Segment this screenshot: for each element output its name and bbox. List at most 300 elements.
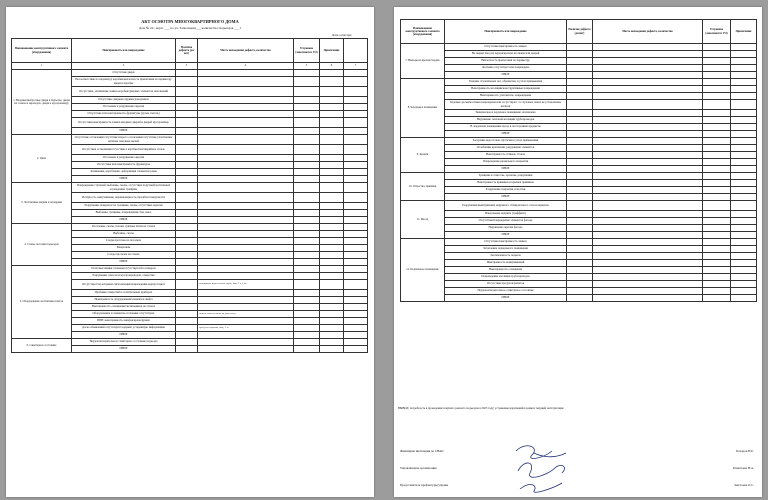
col-defect: Неисправность или повреждение (445, 20, 567, 44)
location-cell (198, 231, 294, 238)
empty-cell (294, 70, 320, 77)
col-fixed: Устранено (заполняется УО) (703, 20, 731, 44)
empty-cell (294, 280, 320, 290)
presence-cell (176, 162, 198, 169)
presence-cell (176, 145, 198, 155)
defect-description: Неисправность изоляции/конструктивные повреждения (445, 86, 567, 93)
presence-cell (176, 176, 198, 183)
signature-row (400, 483, 754, 487)
empty-cell (320, 203, 344, 210)
location-cell (593, 124, 703, 131)
defect-description: Пробивка отверстий в отопительных приборах (72, 290, 176, 297)
empty-cell (320, 217, 344, 224)
empty-cell (703, 110, 731, 117)
presence-cell (176, 339, 198, 346)
presence-cell (176, 238, 198, 245)
empty-cell (703, 117, 731, 124)
table-row (401, 65, 757, 72)
location-cell (593, 79, 703, 86)
empty-cell (344, 203, 368, 210)
empty-cell (294, 311, 320, 318)
empty-cell (731, 187, 757, 194)
col-extra (344, 39, 368, 63)
empty-cell (731, 65, 757, 72)
empty-cell (731, 72, 757, 79)
presence-cell (176, 325, 198, 332)
defect-description: Неисправность освещения (445, 267, 567, 274)
defect-description: Повреждение ступеней: выбоины, сколы, отсутствие поручней/лестничных ограждений, трещины (72, 183, 176, 193)
table-row (401, 232, 757, 239)
defect-description: ИНОЕ (72, 346, 176, 353)
empty-cell (320, 238, 344, 245)
empty-cell (344, 97, 368, 104)
empty-cell (294, 252, 320, 259)
empty-cell (320, 259, 344, 266)
empty-cell (294, 231, 320, 238)
defect-description: Разрушение/выветривание наружного облицовочного слоя и карнизов (445, 201, 567, 211)
table-row (401, 117, 757, 124)
empty-cell (320, 252, 344, 259)
location-cell (198, 318, 294, 325)
presence-cell (176, 97, 198, 104)
defect-description: Нарушение тепловой изоляции трубопроводов (445, 117, 567, 124)
defect-description: Почтовые ящики сломаны/отсутствуют/без номеров (72, 266, 176, 273)
empty-cell (344, 266, 368, 273)
presence-cell (176, 155, 198, 162)
empty-cell (731, 295, 757, 302)
empty-cell (703, 218, 731, 225)
defect-description: Неплотность прилегания по периметру (445, 58, 567, 65)
empty-cell (344, 77, 368, 87)
defect-description: ИНОЕ (72, 332, 176, 339)
location-cell (593, 260, 703, 267)
section-name: 9. Кровля (401, 138, 445, 173)
section-name: 12. Подвальное помещение (401, 239, 445, 302)
table-row (401, 211, 757, 218)
empty-cell (731, 201, 757, 211)
empty-cell (344, 311, 368, 318)
location-cell (198, 97, 294, 104)
table-row (401, 288, 757, 295)
defect-description: ИНОЕ (445, 166, 567, 173)
defect-description: Неудовлетворительное санитарное состояние подъезда (72, 339, 176, 346)
defect-description: В чердачном помещении мусор и посторонние предметы (445, 124, 567, 131)
empty-cell (703, 152, 731, 159)
location-cell (198, 339, 294, 346)
presence-cell (567, 51, 593, 58)
location-cell (593, 152, 703, 159)
empty-cell (344, 318, 368, 325)
empty-cell (703, 166, 731, 173)
empty-cell (731, 281, 757, 288)
empty-cell (294, 304, 320, 311)
inspection-table-left (11, 38, 368, 353)
empty-cell (294, 238, 320, 245)
location-cell (593, 239, 703, 246)
table-row (12, 70, 368, 77)
empty-cell (344, 224, 368, 231)
presence-cell (176, 311, 198, 318)
empty-cell (731, 173, 757, 180)
presence-cell (176, 111, 198, 118)
empty-cell (294, 87, 320, 97)
presence-cell (567, 79, 593, 86)
location-cell (593, 58, 703, 65)
empty-cell (320, 304, 344, 311)
location-cell (198, 87, 294, 97)
empty-cell (703, 295, 731, 302)
empty-cell (294, 169, 320, 176)
location-cell (593, 110, 703, 117)
presence-cell (176, 70, 198, 77)
presence-cell (567, 246, 593, 253)
defect-description: Отслоение, сколы, потеки, грязные пятна на стенах (72, 224, 176, 231)
defect-description: ИНОЕ (445, 72, 567, 79)
location-cell (593, 288, 703, 295)
empty-cell (731, 194, 757, 201)
empty-cell (731, 211, 757, 218)
presence-cell (176, 290, 198, 297)
location-cell (593, 211, 703, 218)
defect-description: ИНОЕ (72, 128, 176, 135)
signature-row (400, 449, 754, 453)
defect-description: Отсутствует/не исправна сигнализация/повреждения корпуса щита (72, 280, 176, 290)
empty-cell (703, 131, 731, 138)
location-cell (593, 253, 703, 260)
location-note: требуется окраска, вид: 1 эт (198, 325, 294, 332)
location-cell (198, 259, 294, 266)
empty-cell (344, 245, 368, 252)
location-cell (198, 111, 294, 118)
col-element: Наименование конструктивного элемента (оборудования) (401, 20, 445, 44)
presence-cell (176, 128, 198, 135)
empty-cell (320, 224, 344, 231)
table-row (401, 225, 757, 232)
defect-description: Нарушение окраски фасада (445, 225, 567, 232)
section-name: 8. Чердачное помещение (401, 79, 445, 138)
location-cell (593, 166, 703, 173)
presence-cell (567, 152, 593, 159)
col-number: 7 (344, 63, 368, 70)
defect-description: ИНОЕ (72, 217, 176, 224)
location-cell (198, 266, 294, 273)
empty-cell (731, 166, 757, 173)
location-cell (198, 304, 294, 311)
presence-cell (567, 211, 593, 218)
table-row (401, 246, 757, 253)
empty-cell (731, 232, 757, 239)
presence-cell (567, 138, 593, 145)
empty-cell (703, 201, 731, 211)
presence-cell (176, 210, 198, 217)
presence-cell (176, 183, 198, 193)
empty-cell (703, 194, 731, 201)
presence-cell (567, 173, 593, 180)
empty-cell (320, 97, 344, 104)
inspection-date-label: Дата осмотра: (331, 33, 352, 37)
empty-cell (320, 169, 344, 176)
empty-cell (731, 131, 757, 138)
table-row (401, 124, 757, 131)
empty-cell (731, 260, 757, 267)
defect-description: Техническое и чердачное помещение захламлено (445, 110, 567, 117)
empty-cell (294, 346, 320, 353)
table-row (401, 187, 757, 194)
empty-cell (731, 253, 757, 260)
table-row (401, 260, 757, 267)
section-name: 10. Отмостка, приямки (401, 173, 445, 201)
empty-cell (320, 325, 344, 332)
empty-cell (320, 311, 344, 318)
defect-description: Разрушение покрытия отмостки (445, 187, 567, 194)
empty-cell (294, 77, 320, 87)
location-cell (593, 159, 703, 166)
table-row (401, 218, 757, 225)
page-right (394, 7, 762, 497)
empty-cell (344, 155, 368, 162)
empty-cell (703, 260, 731, 267)
location-cell (593, 100, 703, 110)
empty-cell (320, 183, 344, 193)
defect-description: ИНОЕ (445, 232, 567, 239)
location-cell (198, 210, 294, 217)
empty-cell (294, 176, 320, 183)
presence-cell (567, 194, 593, 201)
empty-cell (731, 274, 757, 281)
empty-cell (703, 79, 731, 86)
presence-cell (567, 65, 593, 72)
presence-cell (176, 266, 198, 273)
empty-cell (344, 162, 368, 169)
defect-description: ИНОЕ (72, 259, 176, 266)
empty-cell (703, 239, 731, 246)
defect-description: Неисправность оборудования/элементов лифта (72, 297, 176, 304)
column-numbers-row (12, 63, 368, 70)
empty-cell (320, 118, 344, 128)
location-cell (198, 238, 294, 245)
empty-cell (320, 70, 344, 77)
defect-description: Отсутствие/неисправность замков входных дверей и дверей мусорокамер (72, 118, 176, 128)
table-row (401, 58, 757, 65)
empty-cell (731, 159, 757, 166)
presence-cell (567, 260, 593, 267)
presence-cell (176, 304, 198, 311)
defect-description: Трещины в отмостке, провалы, разрушения (445, 173, 567, 180)
empty-cell (703, 173, 731, 180)
col-presence: Наличие дефекта (да/нет) (176, 39, 198, 63)
defect-description: Отсутствие, затемнение замков коробки/дверных элементов заполнений (72, 87, 176, 97)
location-cell (198, 224, 294, 231)
empty-cell (320, 290, 344, 297)
act-subtitle: Дом № 24 , корп. ___ по ул. Запесецкая___ количество подъездов ___1 (139, 26, 241, 30)
defect-description: Неисправность утеплителя, повреждения (445, 93, 567, 100)
presence-cell (567, 288, 593, 295)
presence-cell (567, 166, 593, 173)
location-cell (593, 246, 703, 253)
defect-description: Следы протечек на потолках (72, 238, 176, 245)
empty-cell (703, 288, 731, 295)
empty-cell (294, 339, 320, 346)
presence-cell (567, 218, 593, 225)
empty-cell (731, 225, 757, 232)
col-location: Место нахождения дефекта, количество (593, 20, 703, 44)
table-row (12, 224, 368, 231)
location-cell (593, 51, 703, 58)
empty-cell (344, 87, 368, 97)
presence-cell (567, 253, 593, 260)
table-row (401, 93, 757, 100)
defect-description: Ослабление крепления, разрушение элементов (445, 145, 567, 152)
presence-cell (567, 201, 593, 211)
empty-cell (294, 210, 320, 217)
defect-description: Затопление подвального помещения (445, 246, 567, 253)
defect-description: Повреждение изоляции трубопроводов (445, 274, 567, 281)
table-row (401, 152, 757, 159)
empty-cell (703, 72, 731, 79)
defect-description: Неисправность приямков и крышек приямков (445, 180, 567, 187)
empty-cell (344, 217, 368, 224)
location-cell (593, 93, 703, 100)
empty-cell (703, 253, 731, 260)
empty-cell (344, 118, 368, 128)
location-cell (593, 44, 703, 51)
defect-description: Отсутствие/неисправность замков (445, 44, 567, 51)
table-row (401, 138, 757, 145)
empty-cell (294, 217, 320, 224)
location-cell (198, 252, 294, 259)
empty-cell (344, 128, 368, 135)
table-row (401, 131, 757, 138)
location-cell (198, 70, 294, 77)
location-cell (593, 274, 703, 281)
table-row (401, 173, 757, 180)
presence-cell (567, 44, 593, 51)
presence-cell (567, 110, 593, 117)
location-cell (198, 169, 294, 176)
table-row (12, 266, 368, 273)
empty-cell (703, 211, 731, 218)
signature-name: Решетьева Н.А. (732, 466, 754, 470)
empty-cell (703, 124, 731, 131)
act-title: АКТ ОСМОТРА МНОГОКВАРТИРНОГО ДОМА (141, 19, 239, 24)
location-cell (593, 180, 703, 187)
empty-cell (703, 232, 731, 239)
defect-description: Отсутствие остекления/отсутствие второго остекления/отсутствие уплотнения/наличие сквозных щелей (72, 135, 176, 145)
defect-description: Неисправность отливов, стоков (445, 152, 567, 159)
empty-cell (294, 332, 320, 339)
location-cell (593, 281, 703, 288)
empty-cell (344, 193, 368, 203)
table-row (401, 281, 757, 288)
empty-cell (703, 159, 731, 166)
empty-cell (344, 325, 368, 332)
empty-cell (320, 176, 344, 183)
signature-role: Жилищная инспекция по СВАО (400, 449, 444, 453)
defect-description: Несоответствие по параметру коробки/неплотность прилегания по периметру двери в коробке (72, 77, 176, 87)
empty-cell (731, 100, 757, 110)
col-number: 1 (12, 63, 72, 70)
empty-cell (320, 346, 344, 353)
empty-cell (294, 128, 320, 135)
empty-cell (731, 218, 757, 225)
empty-cell (320, 77, 344, 87)
empty-cell (731, 138, 757, 145)
empty-cell (320, 87, 344, 97)
presence-cell (567, 100, 593, 110)
presence-cell (567, 225, 593, 232)
presence-cell (567, 295, 593, 302)
location-cell (198, 135, 294, 145)
empty-cell (703, 138, 731, 145)
table-row (401, 86, 757, 93)
presence-cell (176, 252, 198, 259)
signature-name: Бочаров Н.Е. (736, 449, 754, 453)
empty-cell (344, 145, 368, 155)
empty-cell (320, 210, 344, 217)
empty-cell (344, 252, 368, 259)
location-cell (198, 128, 294, 135)
table-row (401, 180, 757, 187)
section-name: 3. Лестничные марши и площадки (12, 183, 72, 224)
empty-cell (294, 135, 320, 145)
col-number: 3 (176, 63, 198, 70)
presence-cell (567, 281, 593, 288)
presence-cell (567, 239, 593, 246)
defect-description: Загнивание, коробление, деформация элементов рамы (72, 169, 176, 176)
presence-cell (567, 72, 593, 79)
defect-description: ВПВ: неисправность шкафов/крана/рукава (72, 318, 176, 325)
presence-cell (567, 124, 593, 131)
empty-cell (731, 93, 757, 100)
empty-cell (294, 145, 320, 155)
empty-cell (294, 97, 320, 104)
defect-description: Повреждение кровельного покрытия (445, 159, 567, 166)
table-row (401, 194, 757, 201)
defect-description: Лестница отсутствует или повреждена (445, 65, 567, 72)
location-cell (198, 104, 294, 111)
col-fixed: Устранено (заполняется УО) (294, 39, 320, 63)
empty-cell (731, 180, 757, 187)
location-cell (593, 173, 703, 180)
empty-cell (344, 280, 368, 290)
empty-cell (731, 288, 757, 295)
empty-cell (320, 297, 344, 304)
location-cell (593, 218, 703, 225)
table-row (401, 145, 757, 152)
presence-cell (567, 274, 593, 281)
empty-cell (344, 273, 368, 280)
presence-cell (176, 104, 198, 111)
presence-cell (567, 93, 593, 100)
location-cell (198, 183, 294, 193)
empty-cell (344, 231, 368, 238)
table-row (12, 339, 368, 346)
empty-cell (731, 267, 757, 274)
location-cell (198, 193, 294, 203)
presence-cell (176, 259, 198, 266)
signature-role: Представитель префектуры/управы (400, 483, 449, 487)
empty-cell (703, 267, 731, 274)
empty-cell (731, 79, 757, 86)
presence-cell (567, 58, 593, 65)
defect-description: Оборудование и элементы отопления отсутствуют (72, 311, 176, 318)
presence-cell (567, 145, 593, 152)
defect-description: ИНОЕ (72, 176, 176, 183)
empty-cell (703, 86, 731, 93)
location-cell (198, 203, 294, 210)
location-note: неисправна водосточная труба, вид: 1 к, 1 кв (198, 280, 294, 290)
empty-cell (731, 145, 757, 152)
